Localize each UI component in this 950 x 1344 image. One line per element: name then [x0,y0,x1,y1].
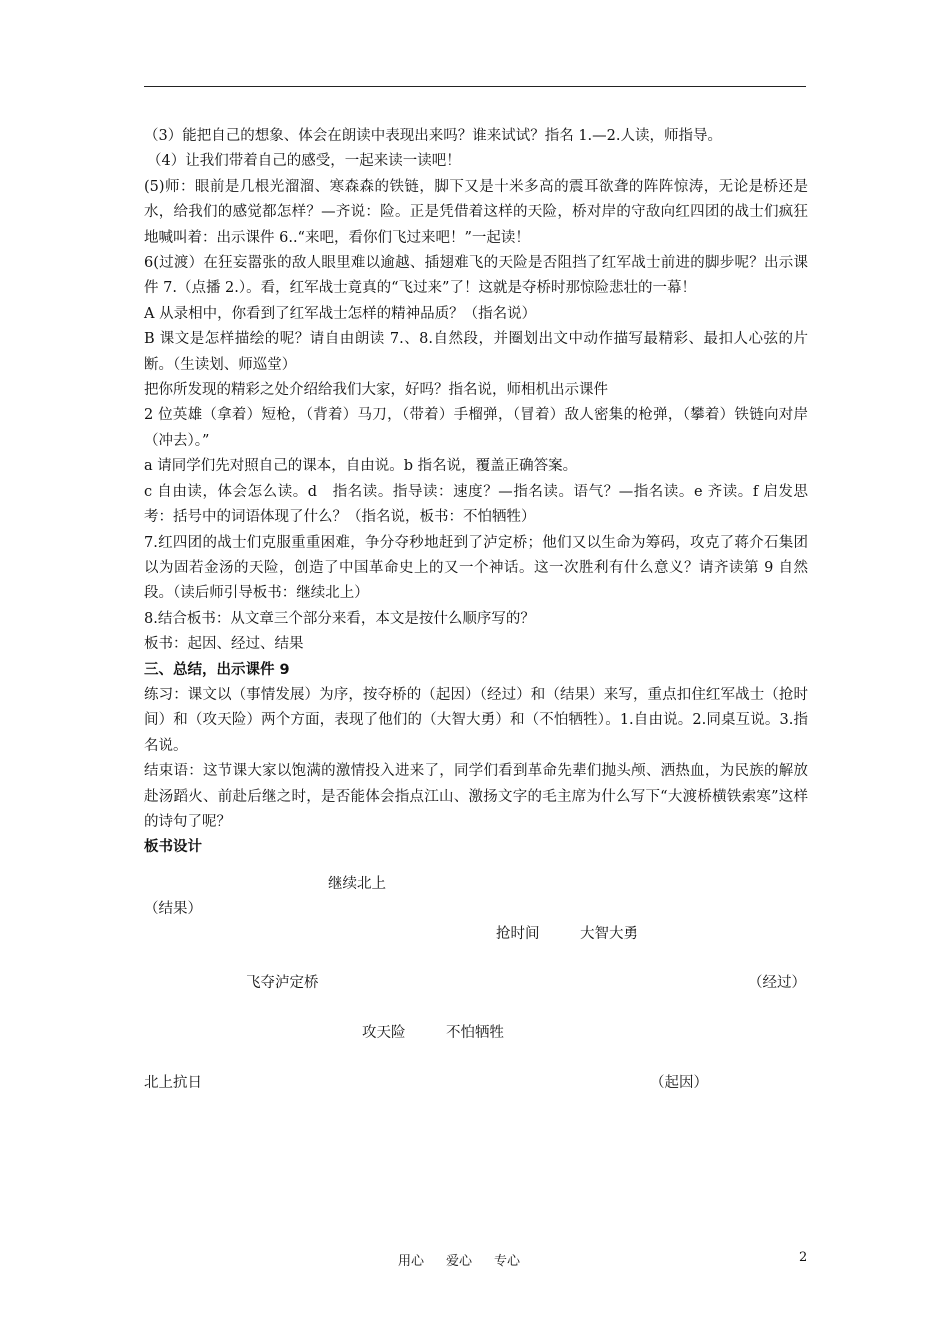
paragraph: 8.结合板书：从文章三个部分来看，本文是按什么顺序写的？ [144,610,535,627]
paragraph: （4）让我们带着自己的感受，一起来读一读吧！ [147,153,461,170]
board-result-label: （结果） [144,901,202,917]
board-wisdom-bravery: 大智大勇 [580,926,638,942]
paragraph: B 课文是怎样描绘的呢？请自由朗读 7.、8.自然段，并圈划出文中动作描写最精彩、最扣人心弦的片断。（生读划、师巡堂） [144,331,808,373]
paragraph: 把你所发现的精彩之处介绍给我们大家，好吗？指名说，师相机出示课件 [144,382,608,399]
paragraph: c 自由读，体会怎么读。d 指名读。指导读：速度？—指名读。语气？—指名读。e 齐读。f 启发思考：括号中的词语体现了什么？（指名说，板书：不怕牺牲） [144,483,808,526]
header-rule [144,86,806,87]
footer-motto-2: 爱心 [446,1254,473,1269]
board-process-label: （经过） [748,975,806,991]
board-fearless: 不怕牺牲 [446,1025,504,1041]
paragraph: 板书：起因、经过、结果 [144,636,304,653]
footer-motto-1: 用心 [398,1254,425,1269]
board-design-heading: 板书设计 [144,839,202,856]
paragraph: 2 位英雄（拿着）短枪，（背着）马刀，（带着）手榴弹，（冒着）敌人密集的枪弹，（攀着）铁链向对岸（冲去）。” [144,407,808,449]
board-attack-pass: 攻天险 [362,1025,406,1041]
paragraph: (5)师：眼前是几根光溜溜、寒森森的铁链，脚下又是十米多高的震耳欲聋的阵阵惊涛，无论是桥还是水，给我们的感觉都怎样？—齐说：险。正是凭借着这样的天险，桥对岸的守敌向红四团的战士们疯狂地喊叫着：出示课件 6..“来吧，看你们飞过来吧！”一起读！ [144,178,808,246]
board-continue-north: 继续北上 [328,876,386,892]
board-seize-time: 抢时间 [496,926,540,942]
section-heading: 三、总结，出示课件 9 [144,661,290,678]
lesson-body [144,124,808,861]
paragraph: A 从录相中，你看到了红军战士怎样的精神品质？（指名说） [144,305,537,322]
board-cause-label: （起因） [650,1075,708,1091]
paragraph: 7.红四团的战士们克服重重困难，争分夺秒地赶到了泸定桥；他们又以生命为筹码，攻克了蒋介石集团以为固若金汤的天险，创造了中国革命史上的又一个神话。这一次胜利有什么意义？请齐读第 9 自然段。（读后师引导板书：继续北上） [144,534,808,602]
page-number: 2 [799,1250,808,1265]
paragraph: a 请同学们先对照自己的课本，自由说。b 指名说，覆盖正确答案。 [144,458,578,475]
board-title: 飞夺泸定桥 [246,975,319,991]
paragraph: 6(过渡）在狂妄嚣张的敌人眼里难以逾越、插翅难飞的天险是否阻挡了红军战士前进的脚步呢？出示课件 7.（点播 2.）。看，红军战士竟真的“飞过来”了！这就是夺桥时那惊险悲壮的一幕！ [144,255,808,297]
board-north-resist: 北上抗日 [144,1075,202,1091]
paragraph: 结束语：这节课大家以饱满的激情投入进来了，同学们看到革命先辈们抛头颅、洒热血，为民族的解放赴汤蹈火、前赴后继之时，是否能体会指点江山、激扬文字的毛主席为什么写下“大渡桥横铁索寒”这样的诗句了呢？ [144,763,808,830]
paragraph: （3）能把自己的想象、体会在朗读中表现出来吗？谁来试试？指名 1.—2.人读，师指导。 [144,128,723,144]
footer-motto-3: 专心 [494,1254,521,1269]
paragraph: 练习：课文以（事情发展）为序，按夺桥的（起因）（经过）和（结果）来写，重点扣住红军战士（抢时间）和（攻天险）两个方面，表现了他们的（大智大勇）和（不怕牺牲）。1.自由说。2.同桌互说。3.指名说。 [144,686,808,754]
